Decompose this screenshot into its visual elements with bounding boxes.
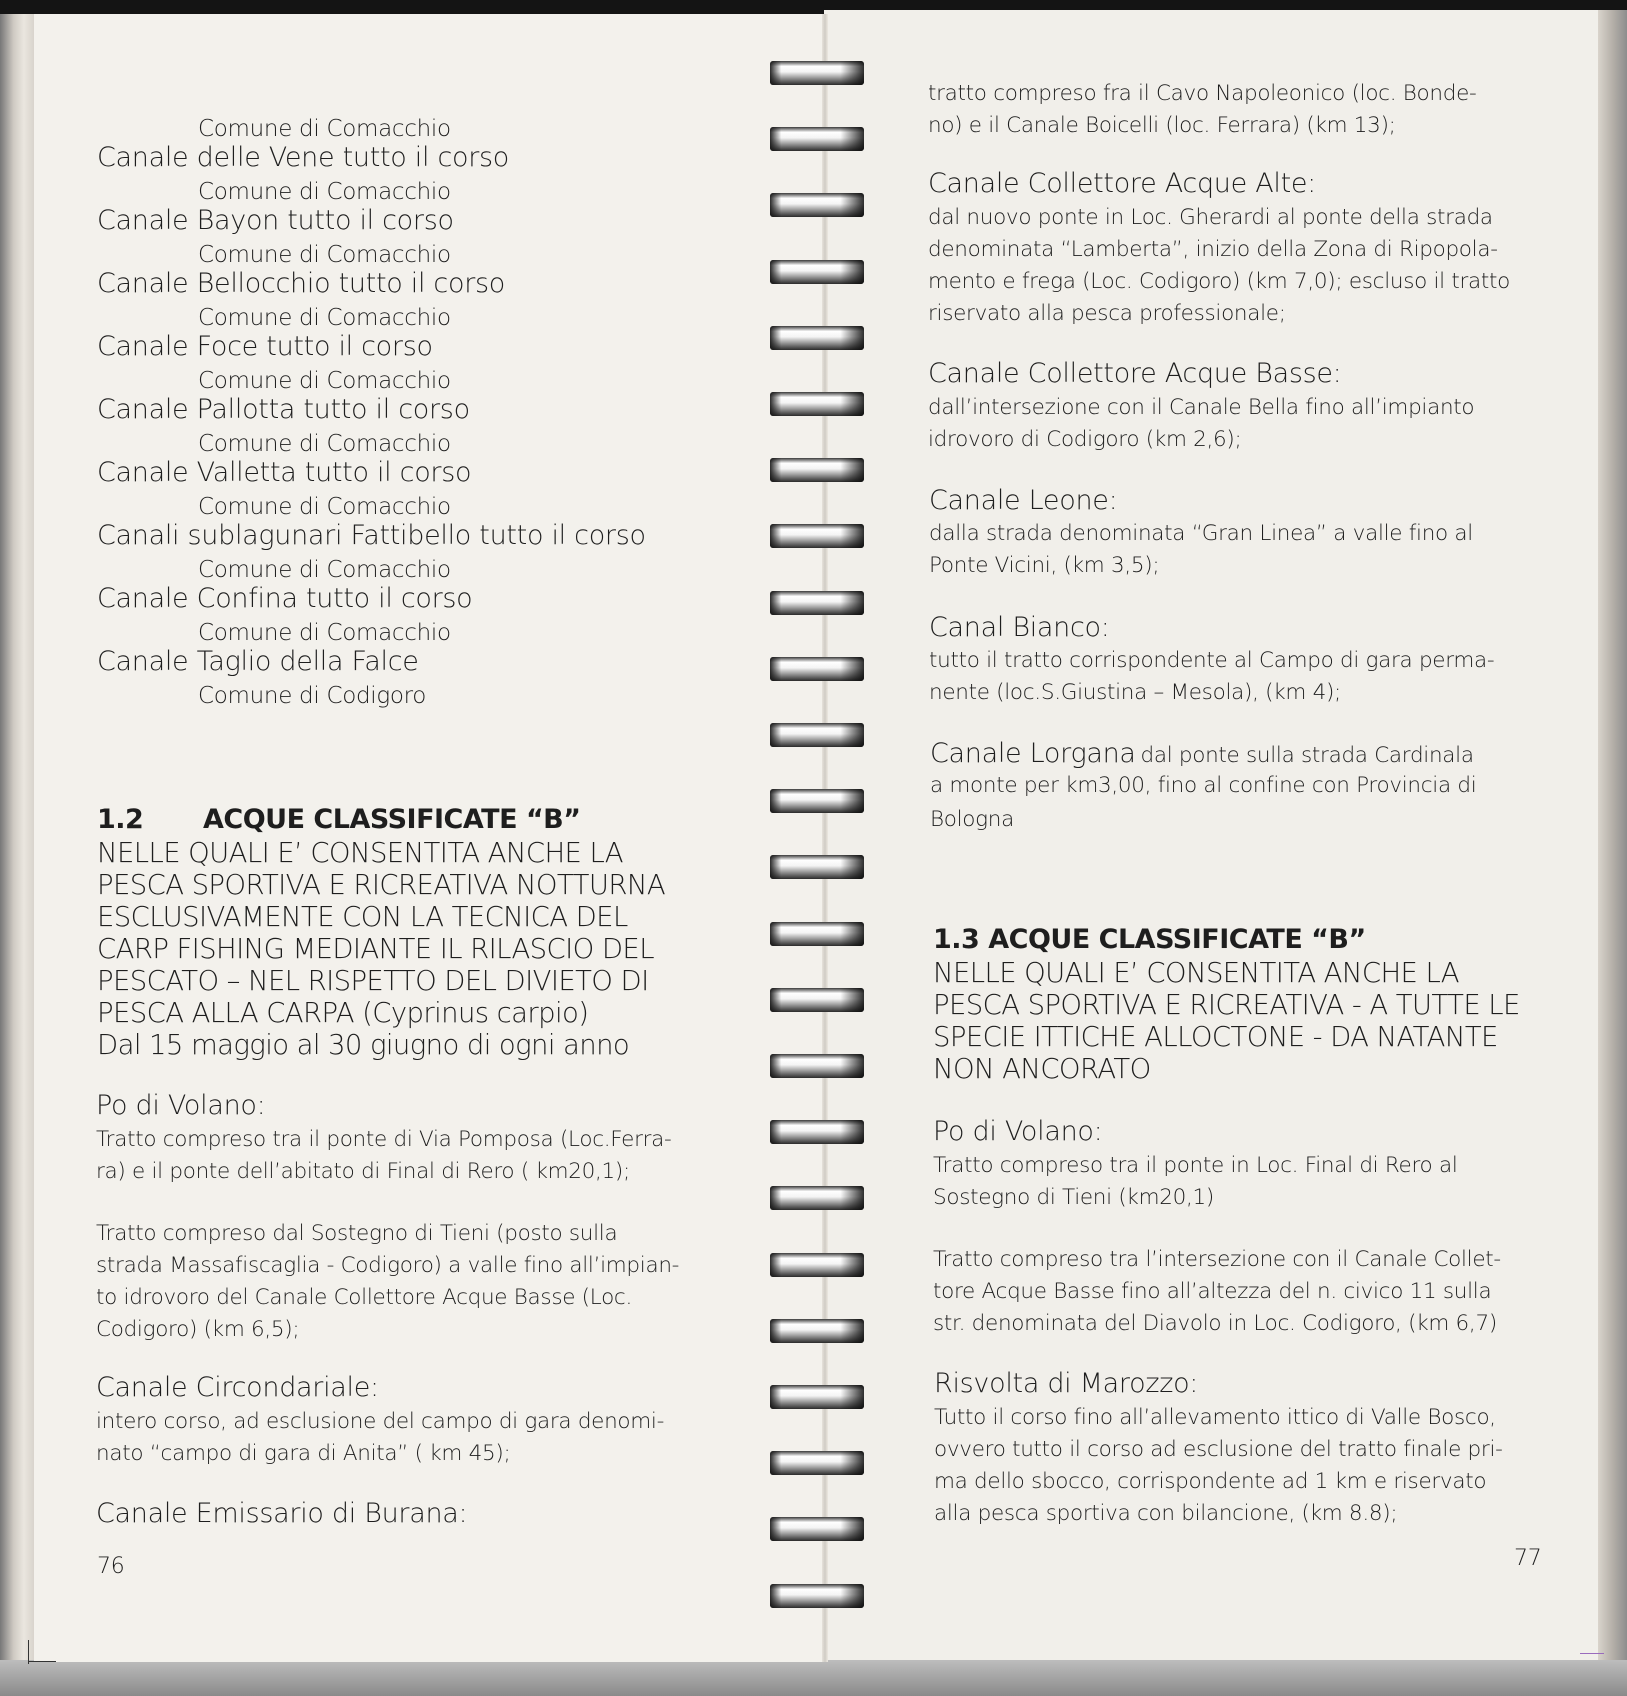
entry-title: Canale Circondariale:	[96, 1372, 379, 1403]
entry-line: intero corso, ad esclusione del campo di gara denomi-	[96, 1409, 665, 1434]
entry-title: Canale Leone:	[929, 485, 1118, 516]
spiral-ring	[770, 852, 864, 882]
entry-line: Tratto compreso tra il ponte in Loc. Final di Rero al	[933, 1153, 1458, 1178]
entry-line: Tratto compreso dal Sostegno di Tieni (posto sulla	[96, 1221, 618, 1246]
spiral-ring	[770, 190, 864, 220]
list-subtitle: Comune di Comacchio	[198, 620, 451, 646]
spiral-ring	[770, 1250, 864, 1280]
list-title: Canali sublagunari Fattibello tutto il corso	[97, 520, 646, 551]
list-title: Canale Bayon tutto il corso	[97, 205, 454, 236]
entry-line: riservato alla pesca professionale;	[928, 301, 1286, 326]
entry-title: Po di Volano:	[96, 1090, 266, 1121]
entry-line: nente (loc.S.Giustina – Mesola), (km 4);	[929, 680, 1341, 705]
entry-line: ra) e il ponte dell’abitato di Final di Rero ( km20,1);	[96, 1159, 630, 1184]
crop-mark	[1580, 1653, 1604, 1654]
entry-line: nato “campo di gara di Anita” ( km 45);	[96, 1441, 511, 1466]
list-subtitle: Comune di Comacchio	[198, 116, 451, 142]
section-line: PESCA SPORTIVA E RICREATIVA - A TUTTE LE	[933, 989, 1520, 1021]
entry-line: tratto compreso fra il Cavo Napoleonico (loc. Bonde-	[928, 81, 1477, 106]
spiral-ring	[770, 257, 864, 287]
section-line: CARP FISHING MEDIANTE IL RILASCIO DEL	[97, 933, 654, 965]
entry-line: a monte per km3,00, fino al confine con Provincia di	[930, 773, 1477, 798]
list-subtitle: Comune di Comacchio	[198, 431, 451, 457]
entry-line: no) e il Canale Boicelli (loc. Ferrara) (km 13);	[928, 113, 1396, 138]
section-line: PESCATO – NEL RISPETTO DEL DIVIETO DI	[97, 965, 649, 997]
list-title: Canale Valletta tutto il corso	[97, 457, 472, 488]
spiral-ring	[770, 1514, 864, 1544]
list-subtitle: Comune di Comacchio	[198, 557, 451, 583]
spiral-ring	[770, 1183, 864, 1213]
entry-title: Canale Emissario di Burana:	[96, 1498, 468, 1529]
section-line: NELLE QUALI E’ CONSENTITA ANCHE LA	[97, 837, 624, 869]
section-heading: 1.3 ACQUE CLASSIFICATE “B”	[933, 924, 1366, 955]
section-heading: ACQUE CLASSIFICATE “B”	[203, 804, 581, 835]
entry-line: dal nuovo ponte in Loc. Gherardi al ponte della strada	[928, 205, 1493, 230]
entry-line: mento e frega (Loc. Codigoro) (km 7,0); escluso il tratto	[928, 269, 1511, 294]
entry-line: str. denominata del Diavolo in Loc. Codigoro, (km 6,7)	[933, 1311, 1497, 1336]
entry-title: Canale Collettore Acque Basse:	[928, 358, 1342, 389]
list-subtitle: Comune di Comacchio	[198, 179, 451, 205]
entry-line: Bologna	[930, 807, 1014, 832]
spiral-ring	[770, 786, 864, 816]
entry-line: Tratto compreso tra l’intersezione con il Canale Collet-	[933, 1247, 1501, 1272]
section-line: PESCA SPORTIVA E RICREATIVA NOTTURNA	[97, 869, 666, 901]
spiral-ring	[770, 1316, 864, 1346]
entry-line: dalla strada denominata “Gran Linea” a valle fino al	[929, 521, 1473, 546]
list-title: Canale Pallotta tutto il corso	[97, 394, 470, 425]
spiral-ring	[770, 124, 864, 154]
list-subtitle: Comune di Comacchio	[198, 368, 451, 394]
entry-title: Risvolta di Marozzo:	[934, 1368, 1199, 1399]
spiral-ring	[770, 588, 864, 618]
list-title: Canale Confina tutto il corso	[97, 583, 473, 614]
list-title: Canale Taglio della Falce	[97, 646, 419, 677]
entry-line: tutto il tratto corrispondente al Campo di gara perma-	[929, 648, 1495, 673]
entry-line: Tratto compreso tra il ponte di Via Pomposa (Loc.Ferra-	[96, 1127, 672, 1152]
book-right-edge	[1598, 10, 1627, 1670]
page-number-right: 77	[1514, 1546, 1542, 1571]
entry-title: Canal Bianco:	[929, 612, 1110, 643]
section-number: 1.2	[97, 804, 144, 835]
entry-line: idrovoro di Codigoro (km 2,6);	[928, 427, 1242, 452]
entry-line: dal ponte sulla strada Cardinala	[1140, 743, 1474, 768]
entry-line: tore Acque Basse fino all’altezza del n. civico 11 sulla	[933, 1279, 1492, 1304]
spiral-ring	[770, 1581, 864, 1611]
spiral-ring	[770, 1117, 864, 1147]
section-line: NON ANCORATO	[933, 1053, 1151, 1085]
spiral-ring	[770, 58, 864, 88]
section-line: ESCLUSIVAMENTE CON LA TECNICA DEL	[97, 901, 628, 933]
entry-line: dall’intersezione con il Canale Bella fino all’impianto	[928, 395, 1475, 420]
section-line: PESCA ALLA CARPA (Cyprinus carpio)	[97, 997, 589, 1029]
lorgana-entry	[930, 738, 1474, 772]
list-subtitle: Comune di Comacchio	[198, 305, 451, 331]
spiral-ring	[770, 1448, 864, 1478]
entry-title: Canale Lorgana	[930, 738, 1136, 769]
spiral-ring	[770, 1382, 864, 1412]
crop-mark	[28, 1661, 56, 1662]
entry-line: denominata “Lamberta”, inizio della Zona di Ripopola-	[928, 237, 1498, 262]
list-title: Canale delle Vene tutto il corso	[97, 142, 509, 173]
book-left-edge	[0, 14, 34, 1684]
section-line: SPECIE ITTICHE ALLOCTONE - DA NATANTE	[933, 1021, 1498, 1053]
list-subtitle: Comune di Codigoro	[198, 683, 427, 709]
section-line: Dal 15 maggio al 30 giugno di ogni anno	[97, 1029, 630, 1061]
spiral-ring	[770, 985, 864, 1015]
list-subtitle: Comune di Comacchio	[198, 242, 451, 268]
scan-bottom-shadow	[0, 1660, 1627, 1696]
spiral-ring	[770, 919, 864, 949]
entry-title: Po di Volano:	[933, 1116, 1103, 1147]
list-title: Canale Foce tutto il corso	[97, 331, 433, 362]
spiral-ring	[770, 323, 864, 353]
entry-line: Ponte Vicini, (km 3,5);	[929, 553, 1160, 578]
spiral-ring	[770, 455, 864, 485]
spiral-ring	[770, 389, 864, 419]
spiral-ring	[770, 654, 864, 684]
entry-line: ovvero tutto il corso ad esclusione del tratto finale pri-	[934, 1437, 1503, 1462]
entry-line: to idrovoro del Canale Collettore Acque Basse (Loc.	[96, 1285, 632, 1310]
entry-line: alla pesca sportiva con bilancione, (km 8.8);	[934, 1501, 1398, 1526]
entry-line: ma dello sbocco, corrispondente ad 1 km e riservato	[934, 1469, 1487, 1494]
spiral-ring	[770, 1051, 864, 1081]
entry-line: Tutto il corso fino all’allevamento ittico di Valle Bosco,	[934, 1405, 1496, 1430]
list-subtitle: Comune di Comacchio	[198, 494, 451, 520]
spiral-ring	[770, 720, 864, 750]
entry-line: Sostegno di Tieni (km20,1)	[933, 1185, 1214, 1210]
page-number-left: 76	[97, 1554, 125, 1579]
entry-title: Canale Collettore Acque Alte:	[928, 168, 1316, 199]
section-line: NELLE QUALI E’ CONSENTITA ANCHE LA	[933, 957, 1460, 989]
entry-line: Codigoro) (km 6,5);	[96, 1317, 300, 1342]
spiral-ring	[770, 521, 864, 551]
entry-line: strada Massafiscaglia - Codigoro) a valle fino all’impian-	[96, 1253, 680, 1278]
list-title: Canale Bellocchio tutto il corso	[97, 268, 505, 299]
